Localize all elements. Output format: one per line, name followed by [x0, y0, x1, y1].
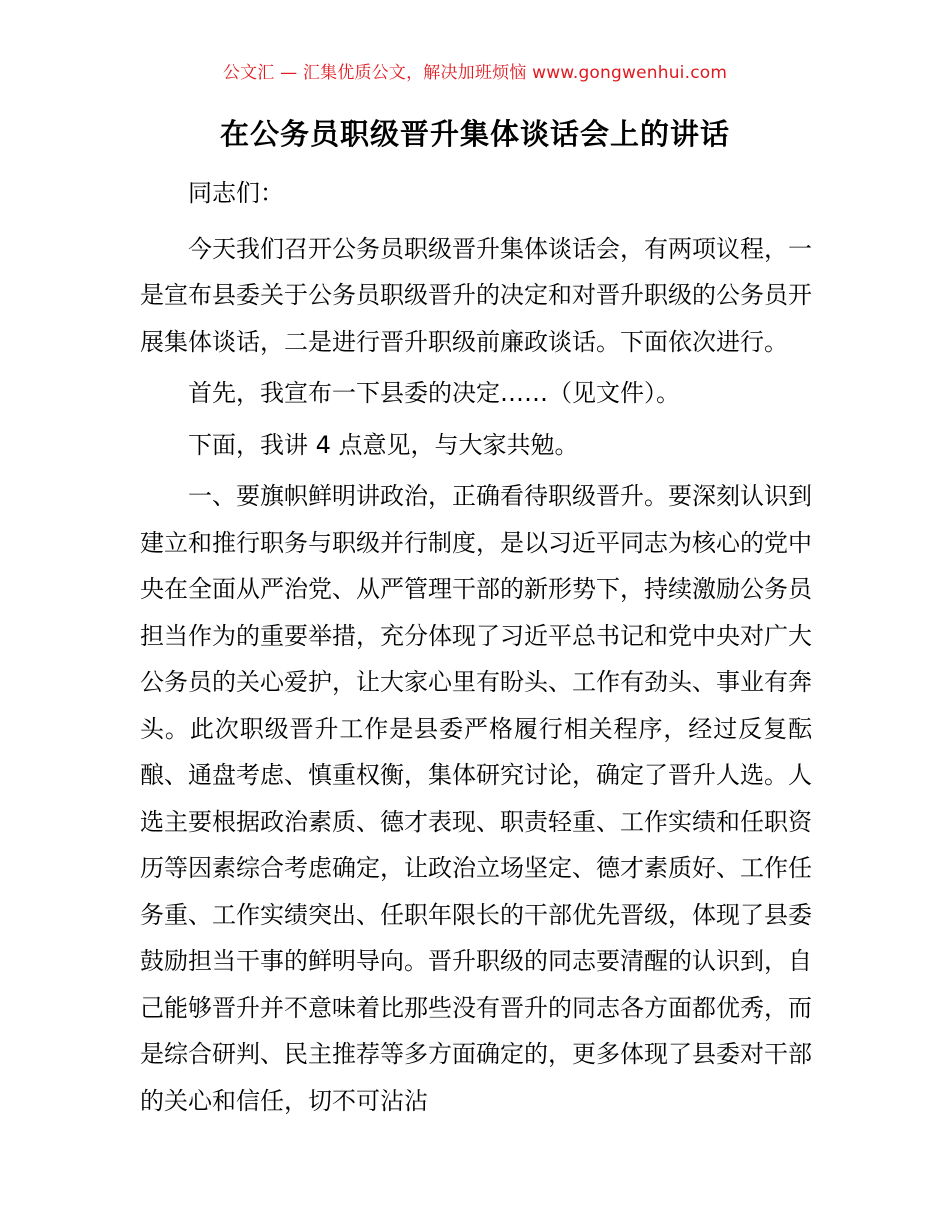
paragraph-point-one: 一、要旗帜鲜明讲政治，正确看待职级晋升。要深刻认识到建立和推行职务与职级并行制度，是以习近平同志为核心的党中央在全面从严治党、从严管理干部的新形势下，持续激励公务员担当作为的重要举措，充分体现了习近平总书记和党中央对广大公务员的关心爱护，让大家心里有盼头、工作有劲头、事业有奔头。此次职级晋升工作是县委严格履行相关程序，经过反复酝酿、通盘考虑、慎重权衡，集体研究讨论，确定了晋升人选。人选主要根据政治素质、德才表现、职责轻重、工作实绩和任职资历等因素综合考虑确定，让政治立场坚定、德才素质好、工作任务重、工作实绩突出、任职年限长的干部优先晋级，体现了县委鼓励担当干事的鲜明导向。晋升职级的同志要清醒的认识到，自己能够晋升并不意味着比那些没有晋升的同志各方面都优秀，而是综合研判、民主推荐等多方面确定的，更多体现了县委对干部的关心和信任，切不可沾沾: [140, 482, 812, 1115]
paragraph-intro: 下面，我讲 4 点意见，与大家共勉。: [188, 430, 579, 459]
salutation: 同志们：: [188, 179, 284, 207]
paragraph-agenda: 今天我们召开公务员职级晋升集体谈话会，有两项议程，一是宣布县委关于公务员职级晋升的决定和对晋升职级的公务员开展集体谈话，二是进行晋升职级前廉政谈话。下面依次进行。: [140, 234, 812, 356]
watermark-header: 公文汇 — 汇集优质公文，解决加班烦恼 www.gongwenhui.com: [222, 63, 728, 83]
paragraph-decision: 首先，我宣布一下县委的决定……（见文件）。: [188, 379, 680, 407]
document-title: 在公务员职级晋升集体谈话会上的讲话: [219, 117, 730, 151]
document-body: [140, 170, 812, 1129]
